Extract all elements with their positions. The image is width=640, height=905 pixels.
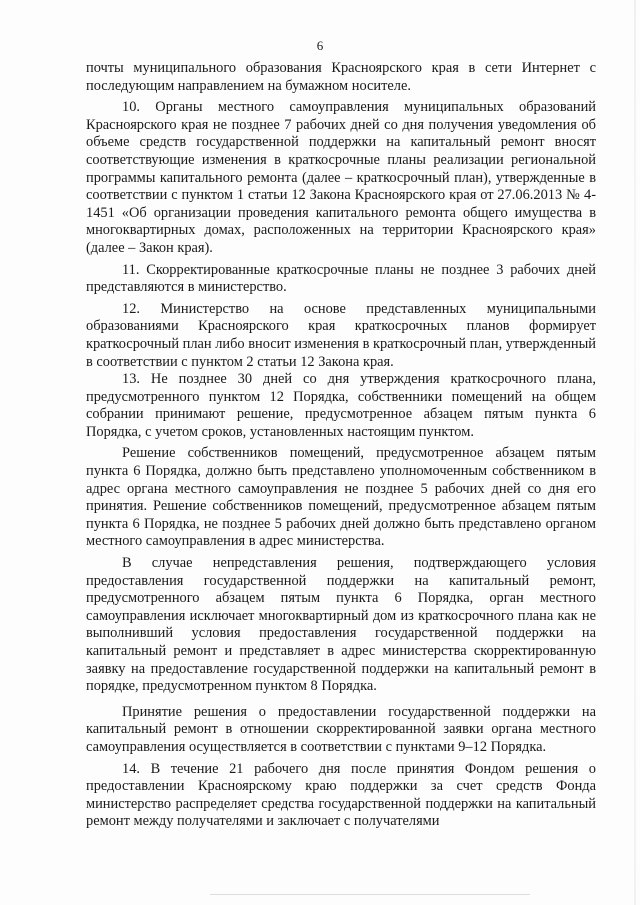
paragraph-continuation: почты муниципального образования Красноярского края в сети Интернет с последующим направлением на бумажном носителе.: [86, 60, 596, 94]
paragraph-item-14: 14. В течение 21 рабочего дня после принятия Фондом решения о предоставлении Красноярскому краю поддержки за счет средств Фонда министерство распределяет средства государственной поддержки на капитальный ремонт между получателями и заключает с получателями: [86, 760, 596, 830]
scan-edge-shadow: [634, 0, 636, 905]
paragraph-item-12: 12. Министерство на основе представленных муниципальными образованиями Красноярского края краткосрочных планов формирует краткосрочный план либо вносит изменения в краткосрочный план, утвержденный в соответствии с пунктом 2 статьи 12 Закона края.: [86, 300, 596, 370]
document-body: [86, 60, 596, 831]
page-number: 6: [316, 38, 324, 53]
paragraph-item-11: 11. Скорректированные краткосрочные планы не позднее 3 рабочих дней представляются в министерство.: [86, 261, 596, 296]
scan-bottom-line: [210, 894, 530, 895]
paragraph-item-13-non-submission: В случае непредставления решения, подтверждающего условия предоставления государственной поддержки на капитальный ремонт, предусмотренного абзацем пятым пункта 6 Порядка, орган местного самоуправления исключает многоквартирный дом из краткосрочного плана как не выполнивший условия предоставления государственной поддержки на капитальный ремонт и представляет в адрес министерства скорректированную заявку на предоставление государственной поддержки на капитальный ремонт в порядке, предусмотренном пунктом 8 Порядка.: [86, 555, 596, 695]
paragraph-item-13-decision: Решение собственников помещений, предусмотренное абзацем пятым пункта 6 Порядка, должно быть представлено уполномоченным собственником в адрес органа местного самоуправления не позднее 5 рабочих дней со дня его принятия. Решение собственников помещений, предусмотренное абзацем пятым пункта 6 Порядка, не позднее 5 рабочих дней должно быть представлено органом местного самоуправления в адрес министерства.: [86, 445, 596, 550]
paragraph-item-10: 10. Органы местного самоуправления муниципальных образований Красноярского края не позднее 7 рабочих дней со дня получения уведомления об объеме средств государственной поддержки на капитальный ремонт вносят соответствующие изменения в краткосрочные планы реализации региональной программы капитального ремонта (далее – краткосрочный план), утвержденные в соответствии с пунктом 1 статьи 12 Закона Красноярского края от 27.06.2013 № 4-1451 «Об организации проведения капитального ремонта общего имущества в многоквартирных домах, расположенных на территории Красноярского края» (далее – Закон края).: [86, 99, 596, 256]
paragraph-item-13-adoption: Принятие решения о предоставлении государственной поддержки на капитальный ремонт в отношении скорректированной заявки органа местного самоуправления осуществляется в соответствии с пунктами 9–12 Порядка.: [86, 703, 596, 755]
paragraph-item-13: 13. Не позднее 30 дней со дня утверждения краткосрочного плана, предусмотренного пунктом 12 Порядка, собственники помещений на общем собрании принимают решение, предусмотренное абзацем пятым пункта 6 Порядка, с учетом сроков, установленных настоящим пунктом.: [86, 371, 596, 440]
